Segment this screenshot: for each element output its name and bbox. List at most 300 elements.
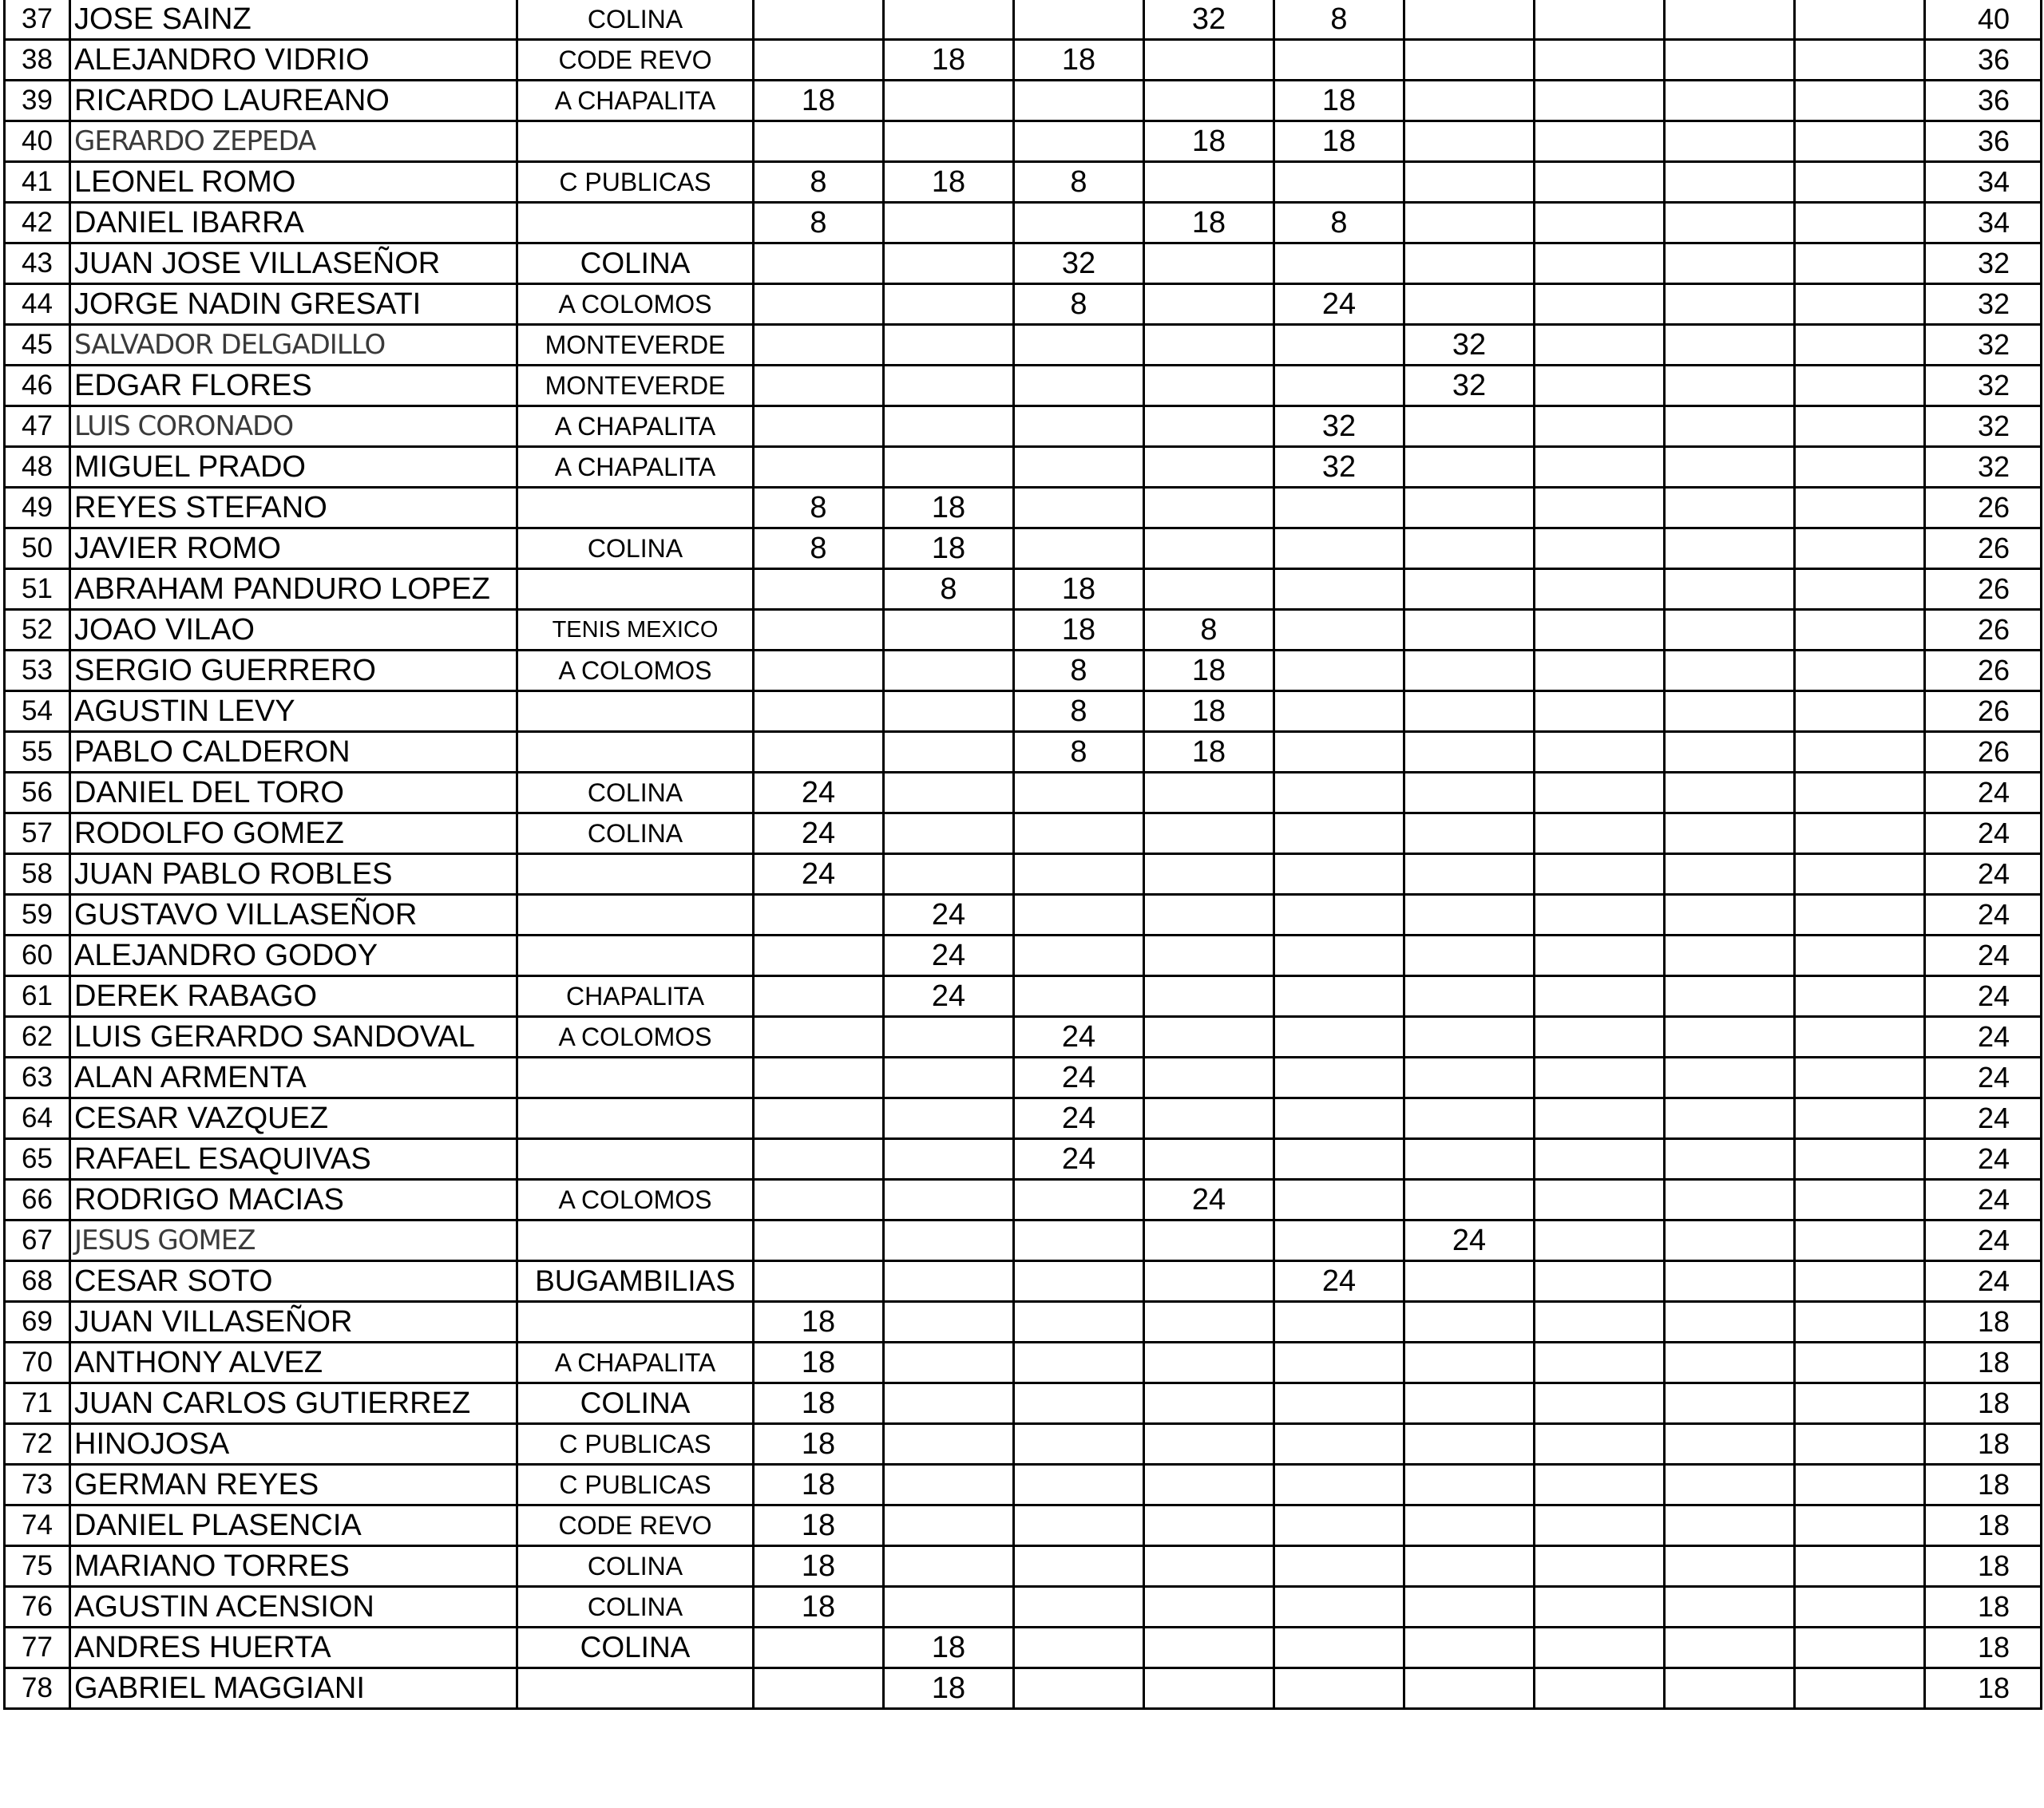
points-cell xyxy=(1795,284,1925,325)
points-cell xyxy=(1404,0,1535,40)
position-cell: 66 xyxy=(5,1180,70,1220)
points-cell xyxy=(1014,447,1144,488)
points-cell xyxy=(1404,1424,1535,1465)
total-points-cell: 32 xyxy=(1925,447,2042,488)
points-cell xyxy=(1535,976,1665,1017)
player-name-cell: JUAN VILLASEÑOR xyxy=(70,1302,517,1343)
points-cell: 18 xyxy=(1274,81,1404,121)
position-cell: 77 xyxy=(5,1628,70,1668)
player-name-cell: GABRIEL MAGGIANI xyxy=(70,1668,517,1709)
club-cell: COLINA xyxy=(517,0,754,40)
club-cell xyxy=(517,1220,754,1261)
points-cell xyxy=(1404,81,1535,121)
points-cell xyxy=(1535,854,1665,895)
table-row xyxy=(5,1058,2042,1098)
points-cell xyxy=(1274,1098,1404,1139)
total-points-cell: 34 xyxy=(1925,162,2042,203)
points-cell xyxy=(1144,1220,1274,1261)
points-cell xyxy=(1795,651,1925,691)
total-points-cell: 26 xyxy=(1925,651,2042,691)
points-cell xyxy=(884,1180,1014,1220)
points-cell xyxy=(1665,243,1795,284)
points-cell xyxy=(1665,447,1795,488)
points-cell xyxy=(1404,447,1535,488)
player-name-cell: DANIEL IBARRA xyxy=(70,203,517,243)
points-cell xyxy=(1274,162,1404,203)
points-cell xyxy=(1535,1628,1665,1668)
points-cell xyxy=(1404,1546,1535,1587)
points-cell xyxy=(1274,1302,1404,1343)
points-cell xyxy=(1795,528,1925,569)
position-cell: 69 xyxy=(5,1302,70,1343)
player-name-cell: RODOLFO GOMEZ xyxy=(70,813,517,854)
points-cell xyxy=(1795,1424,1925,1465)
points-cell xyxy=(1795,1139,1925,1180)
club-cell xyxy=(517,569,754,610)
points-cell xyxy=(1404,203,1535,243)
points-cell xyxy=(1795,854,1925,895)
points-cell xyxy=(1795,243,1925,284)
points-cell xyxy=(1535,1424,1665,1465)
points-cell xyxy=(1665,1668,1795,1709)
club-cell: COLINA xyxy=(517,528,754,569)
total-points-cell: 26 xyxy=(1925,691,2042,732)
total-points-cell: 18 xyxy=(1925,1628,2042,1668)
points-cell xyxy=(1795,976,1925,1017)
total-points-cell: 26 xyxy=(1925,528,2042,569)
table-row xyxy=(5,691,2042,732)
points-cell xyxy=(884,1465,1014,1505)
position-cell: 39 xyxy=(5,81,70,121)
player-name-cell: GERARDO ZEPEDA xyxy=(70,121,517,162)
points-cell: 24 xyxy=(1274,284,1404,325)
player-name-cell: SALVADOR DELGADILLO xyxy=(70,325,517,366)
points-cell xyxy=(1144,1139,1274,1180)
points-cell xyxy=(1274,854,1404,895)
points-cell: 32 xyxy=(1014,243,1144,284)
points-cell xyxy=(1014,203,1144,243)
table-row xyxy=(5,203,2042,243)
total-points-cell: 24 xyxy=(1925,854,2042,895)
points-cell xyxy=(1665,691,1795,732)
points-cell xyxy=(884,610,1014,651)
points-cell xyxy=(884,1139,1014,1180)
points-cell xyxy=(1535,813,1665,854)
table-row xyxy=(5,1017,2042,1058)
total-points-cell: 24 xyxy=(1925,1261,2042,1302)
points-cell xyxy=(1665,1302,1795,1343)
points-cell xyxy=(1144,569,1274,610)
player-name-cell: MARIANO TORRES xyxy=(70,1546,517,1587)
position-cell: 78 xyxy=(5,1668,70,1709)
points-cell xyxy=(754,651,884,691)
points-cell xyxy=(754,284,884,325)
table-row xyxy=(5,366,2042,406)
points-cell xyxy=(1274,569,1404,610)
points-cell xyxy=(1144,895,1274,936)
points-cell: 18 xyxy=(1274,121,1404,162)
points-cell xyxy=(1274,528,1404,569)
points-cell xyxy=(884,121,1014,162)
points-cell xyxy=(1014,1505,1144,1546)
club-cell: CHAPALITA xyxy=(517,976,754,1017)
points-cell: 8 xyxy=(754,488,884,528)
points-cell xyxy=(884,284,1014,325)
table-row xyxy=(5,447,2042,488)
points-cell xyxy=(1144,1668,1274,1709)
position-cell: 68 xyxy=(5,1261,70,1302)
player-name-cell: PABLO CALDERON xyxy=(70,732,517,773)
points-cell xyxy=(1665,610,1795,651)
club-cell: COLINA xyxy=(517,1628,754,1668)
player-name-cell: DANIEL PLASENCIA xyxy=(70,1505,517,1546)
points-cell xyxy=(1535,1261,1665,1302)
points-cell xyxy=(884,243,1014,284)
points-cell xyxy=(1404,406,1535,447)
total-points-cell: 32 xyxy=(1925,325,2042,366)
points-cell xyxy=(754,1098,884,1139)
points-cell xyxy=(1144,773,1274,813)
points-cell xyxy=(1144,976,1274,1017)
points-cell xyxy=(1404,488,1535,528)
total-points-cell: 18 xyxy=(1925,1424,2042,1465)
points-cell xyxy=(754,366,884,406)
table-row xyxy=(5,243,2042,284)
club-cell: C PUBLICAS xyxy=(517,1424,754,1465)
player-name-cell: LUIS CORONADO xyxy=(70,406,517,447)
table-row xyxy=(5,1546,2042,1587)
table-row xyxy=(5,0,2042,40)
total-points-cell: 32 xyxy=(1925,243,2042,284)
table-row xyxy=(5,406,2042,447)
points-cell xyxy=(1795,813,1925,854)
points-cell xyxy=(884,773,1014,813)
points-cell xyxy=(1404,1383,1535,1424)
table-row xyxy=(5,1302,2042,1343)
total-points-cell: 34 xyxy=(1925,203,2042,243)
position-cell: 76 xyxy=(5,1587,70,1628)
points-cell xyxy=(1404,1628,1535,1668)
points-cell xyxy=(1144,243,1274,284)
points-cell: 32 xyxy=(1404,325,1535,366)
total-points-cell: 32 xyxy=(1925,406,2042,447)
total-points-cell: 36 xyxy=(1925,40,2042,81)
points-cell xyxy=(1535,732,1665,773)
points-cell xyxy=(1274,610,1404,651)
points-cell xyxy=(1795,1180,1925,1220)
table-row xyxy=(5,936,2042,976)
points-cell xyxy=(884,813,1014,854)
points-cell xyxy=(884,447,1014,488)
points-cell xyxy=(1795,1383,1925,1424)
position-cell: 41 xyxy=(5,162,70,203)
points-cell xyxy=(1014,1220,1144,1261)
points-cell xyxy=(1404,40,1535,81)
points-cell xyxy=(1535,1302,1665,1343)
points-cell: 24 xyxy=(754,813,884,854)
points-cell: 18 xyxy=(754,1587,884,1628)
points-cell xyxy=(1665,528,1795,569)
points-cell xyxy=(754,0,884,40)
points-cell xyxy=(1535,1180,1665,1220)
total-points-cell: 24 xyxy=(1925,1017,2042,1058)
table-row xyxy=(5,651,2042,691)
points-cell xyxy=(1535,1465,1665,1505)
points-cell xyxy=(1014,1261,1144,1302)
points-cell xyxy=(1535,1505,1665,1546)
points-cell: 8 xyxy=(1274,203,1404,243)
points-cell xyxy=(1795,1058,1925,1098)
position-cell: 58 xyxy=(5,854,70,895)
points-cell xyxy=(1795,162,1925,203)
points-cell xyxy=(884,1302,1014,1343)
table-row xyxy=(5,610,2042,651)
points-cell xyxy=(884,1098,1014,1139)
points-cell: 18 xyxy=(1014,569,1144,610)
table-row xyxy=(5,1668,2042,1709)
table-row xyxy=(5,81,2042,121)
total-points-cell: 18 xyxy=(1925,1343,2042,1383)
points-cell xyxy=(1404,854,1535,895)
points-cell: 18 xyxy=(754,1302,884,1343)
points-cell xyxy=(1404,1343,1535,1383)
club-cell: CODE REVO xyxy=(517,40,754,81)
points-cell xyxy=(1665,40,1795,81)
points-cell xyxy=(1144,854,1274,895)
position-cell: 43 xyxy=(5,243,70,284)
points-cell: 8 xyxy=(1274,0,1404,40)
points-cell xyxy=(1795,569,1925,610)
club-cell xyxy=(517,1139,754,1180)
points-cell xyxy=(884,1220,1014,1261)
position-cell: 52 xyxy=(5,610,70,651)
points-cell: 18 xyxy=(1144,732,1274,773)
player-name-cell: JOSE SAINZ xyxy=(70,0,517,40)
points-cell xyxy=(884,732,1014,773)
club-cell: COLINA xyxy=(517,1587,754,1628)
points-cell xyxy=(1535,610,1665,651)
player-name-cell: DANIEL DEL TORO xyxy=(70,773,517,813)
points-cell xyxy=(1665,1220,1795,1261)
position-cell: 72 xyxy=(5,1424,70,1465)
points-cell xyxy=(1144,366,1274,406)
club-cell xyxy=(517,854,754,895)
points-cell xyxy=(1404,1058,1535,1098)
points-cell xyxy=(754,447,884,488)
points-cell xyxy=(754,610,884,651)
points-cell xyxy=(1795,610,1925,651)
points-cell xyxy=(1144,1628,1274,1668)
total-points-cell: 26 xyxy=(1925,732,2042,773)
player-name-cell: ALAN ARMENTA xyxy=(70,1058,517,1098)
player-name-cell: RODRIGO MACIAS xyxy=(70,1180,517,1220)
points-cell xyxy=(1404,528,1535,569)
points-cell xyxy=(754,1220,884,1261)
points-cell xyxy=(1795,1668,1925,1709)
points-cell xyxy=(1144,528,1274,569)
points-cell xyxy=(754,569,884,610)
position-cell: 57 xyxy=(5,813,70,854)
club-cell: COLINA xyxy=(517,773,754,813)
points-cell xyxy=(1404,1587,1535,1628)
points-cell xyxy=(1274,243,1404,284)
points-cell: 18 xyxy=(1014,40,1144,81)
points-cell xyxy=(1795,1546,1925,1587)
points-cell xyxy=(884,1546,1014,1587)
total-points-cell: 24 xyxy=(1925,1220,2042,1261)
points-cell xyxy=(1144,162,1274,203)
points-cell: 24 xyxy=(1014,1098,1144,1139)
club-cell: TENIS MEXICO xyxy=(517,610,754,651)
points-cell: 24 xyxy=(884,936,1014,976)
club-cell xyxy=(517,691,754,732)
points-cell xyxy=(1014,936,1144,976)
points-cell: 8 xyxy=(884,569,1014,610)
position-cell: 63 xyxy=(5,1058,70,1098)
points-cell xyxy=(1665,854,1795,895)
points-cell xyxy=(1795,1505,1925,1546)
points-cell xyxy=(1795,1302,1925,1343)
points-cell: 8 xyxy=(754,528,884,569)
table-row xyxy=(5,1587,2042,1628)
points-cell xyxy=(884,406,1014,447)
ranking-body xyxy=(5,0,2042,1709)
points-cell xyxy=(884,1017,1014,1058)
points-cell xyxy=(1665,1628,1795,1668)
position-cell: 53 xyxy=(5,651,70,691)
points-cell xyxy=(1535,1058,1665,1098)
points-cell: 18 xyxy=(754,1383,884,1424)
points-cell: 8 xyxy=(1014,732,1144,773)
points-cell xyxy=(1274,1546,1404,1587)
points-cell xyxy=(1535,1343,1665,1383)
points-cell xyxy=(1274,1139,1404,1180)
points-cell: 8 xyxy=(1144,610,1274,651)
points-cell xyxy=(1404,1098,1535,1139)
points-cell xyxy=(1665,121,1795,162)
total-points-cell: 24 xyxy=(1925,773,2042,813)
points-cell xyxy=(1404,569,1535,610)
points-cell xyxy=(1665,976,1795,1017)
points-cell xyxy=(1535,1220,1665,1261)
points-cell xyxy=(1274,1465,1404,1505)
position-cell: 74 xyxy=(5,1505,70,1546)
points-cell xyxy=(884,651,1014,691)
total-points-cell: 26 xyxy=(1925,610,2042,651)
points-cell xyxy=(1665,895,1795,936)
points-cell xyxy=(1014,325,1144,366)
player-name-cell: EDGAR FLORES xyxy=(70,366,517,406)
points-cell: 18 xyxy=(884,488,1014,528)
total-points-cell: 36 xyxy=(1925,121,2042,162)
player-name-cell: JESUS GOMEZ xyxy=(70,1220,517,1261)
points-cell: 18 xyxy=(1144,121,1274,162)
player-name-cell: JUAN JOSE VILLASEÑOR xyxy=(70,243,517,284)
position-cell: 56 xyxy=(5,773,70,813)
points-cell xyxy=(884,691,1014,732)
points-cell xyxy=(1014,895,1144,936)
total-points-cell: 24 xyxy=(1925,813,2042,854)
club-cell: A COLOMOS xyxy=(517,651,754,691)
points-cell xyxy=(1404,813,1535,854)
points-cell xyxy=(1274,1058,1404,1098)
position-cell: 48 xyxy=(5,447,70,488)
points-cell xyxy=(1014,1302,1144,1343)
points-cell xyxy=(884,854,1014,895)
points-cell xyxy=(1535,406,1665,447)
points-cell xyxy=(1665,488,1795,528)
points-cell xyxy=(1144,936,1274,976)
points-cell xyxy=(1014,1668,1144,1709)
points-cell: 24 xyxy=(754,854,884,895)
points-cell: 18 xyxy=(884,1628,1014,1668)
points-cell xyxy=(1665,732,1795,773)
points-cell xyxy=(754,40,884,81)
points-cell xyxy=(754,936,884,976)
player-name-cell: LEONEL ROMO xyxy=(70,162,517,203)
points-cell xyxy=(1665,162,1795,203)
points-cell xyxy=(1274,1220,1404,1261)
points-cell xyxy=(1795,1017,1925,1058)
position-cell: 38 xyxy=(5,40,70,81)
club-cell xyxy=(517,732,754,773)
points-cell xyxy=(1404,162,1535,203)
points-cell xyxy=(754,691,884,732)
total-points-cell: 18 xyxy=(1925,1383,2042,1424)
player-name-cell: GUSTAVO VILLASEÑOR xyxy=(70,895,517,936)
total-points-cell: 26 xyxy=(1925,488,2042,528)
points-cell xyxy=(1404,1139,1535,1180)
points-cell xyxy=(1274,488,1404,528)
position-cell: 61 xyxy=(5,976,70,1017)
points-cell xyxy=(1144,1424,1274,1465)
points-cell xyxy=(1144,81,1274,121)
points-cell: 32 xyxy=(1274,447,1404,488)
points-cell: 18 xyxy=(754,1424,884,1465)
points-cell xyxy=(1014,81,1144,121)
club-cell xyxy=(517,121,754,162)
points-cell: 8 xyxy=(754,203,884,243)
points-cell xyxy=(1404,1017,1535,1058)
position-cell: 59 xyxy=(5,895,70,936)
points-cell xyxy=(1795,895,1925,936)
points-cell xyxy=(1795,1098,1925,1139)
points-cell xyxy=(1144,1505,1274,1546)
points-cell xyxy=(1144,447,1274,488)
points-cell xyxy=(1795,1587,1925,1628)
table-row xyxy=(5,121,2042,162)
points-cell xyxy=(1535,203,1665,243)
points-cell xyxy=(1014,0,1144,40)
position-cell: 47 xyxy=(5,406,70,447)
player-name-cell: LUIS GERARDO SANDOVAL xyxy=(70,1017,517,1058)
points-cell xyxy=(1665,651,1795,691)
points-cell xyxy=(1014,813,1144,854)
points-cell xyxy=(1404,284,1535,325)
position-cell: 46 xyxy=(5,366,70,406)
position-cell: 64 xyxy=(5,1098,70,1139)
points-cell xyxy=(754,406,884,447)
total-points-cell: 24 xyxy=(1925,1180,2042,1220)
club-cell: A COLOMOS xyxy=(517,1180,754,1220)
club-cell xyxy=(517,895,754,936)
table-row xyxy=(5,1139,2042,1180)
points-cell xyxy=(1665,203,1795,243)
points-cell xyxy=(754,1017,884,1058)
points-cell xyxy=(1535,773,1665,813)
player-name-cell: ANDRES HUERTA xyxy=(70,1628,517,1668)
points-cell xyxy=(1535,0,1665,40)
